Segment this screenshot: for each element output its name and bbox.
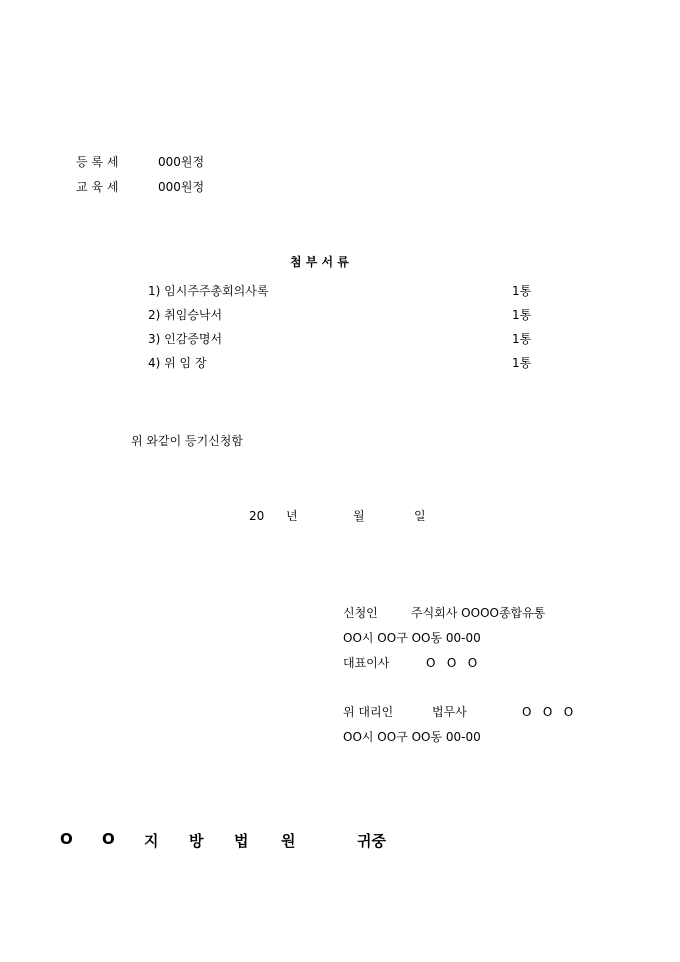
court-name-char: 원	[281, 832, 296, 850]
statement-text: 위 와같이 등기신청함	[131, 434, 243, 448]
attachment-item-count: 1통	[512, 356, 532, 370]
attachment-item-name: 1) 임시주주총회의사록	[148, 284, 269, 298]
agent-address: OO시 OO구 OO동 00-00	[343, 730, 481, 744]
court-suffix: 귀중	[357, 832, 386, 850]
agent-name: O O O	[522, 705, 574, 719]
court-name-char: O	[60, 830, 73, 848]
court-name-char: 법	[234, 832, 249, 850]
attachment-item-name: 4) 위 임 장	[148, 356, 207, 370]
fee-value-education: 000원정	[158, 180, 205, 194]
date-year-unit: 년	[286, 509, 298, 523]
agent-title: 법무사	[432, 705, 467, 719]
attachment-item-count: 1통	[512, 308, 532, 322]
fee-label-registration: 등 록 세	[76, 155, 119, 169]
attachment-item-count: 1통	[512, 284, 532, 298]
fee-label-education: 교 육 세	[76, 180, 119, 194]
agent-label: 위 대리인	[343, 705, 394, 719]
applicant-address: OO시 OO구 OO동 00-00	[343, 631, 481, 645]
date-day-unit: 일	[414, 509, 426, 523]
court-name-char: 방	[189, 832, 204, 850]
applicant-company: 주식회사 OOOO종합유통	[411, 606, 546, 620]
representative-name: O O O	[426, 656, 478, 670]
attachments-title: 첨 부 서 류	[290, 255, 349, 269]
attachment-item-name: 2) 취임승낙서	[148, 308, 223, 322]
court-name-char: 지	[144, 832, 159, 850]
applicant-label: 신청인	[343, 606, 378, 620]
court-name-char: O	[102, 830, 115, 848]
date-month-unit: 월	[353, 509, 365, 523]
fee-value-registration: 000원정	[158, 155, 205, 169]
date-year: 20	[249, 509, 265, 523]
representative-label: 대표이사	[343, 656, 390, 670]
attachment-item-count: 1통	[512, 332, 532, 346]
attachment-item-name: 3) 인감증명서	[148, 332, 223, 346]
